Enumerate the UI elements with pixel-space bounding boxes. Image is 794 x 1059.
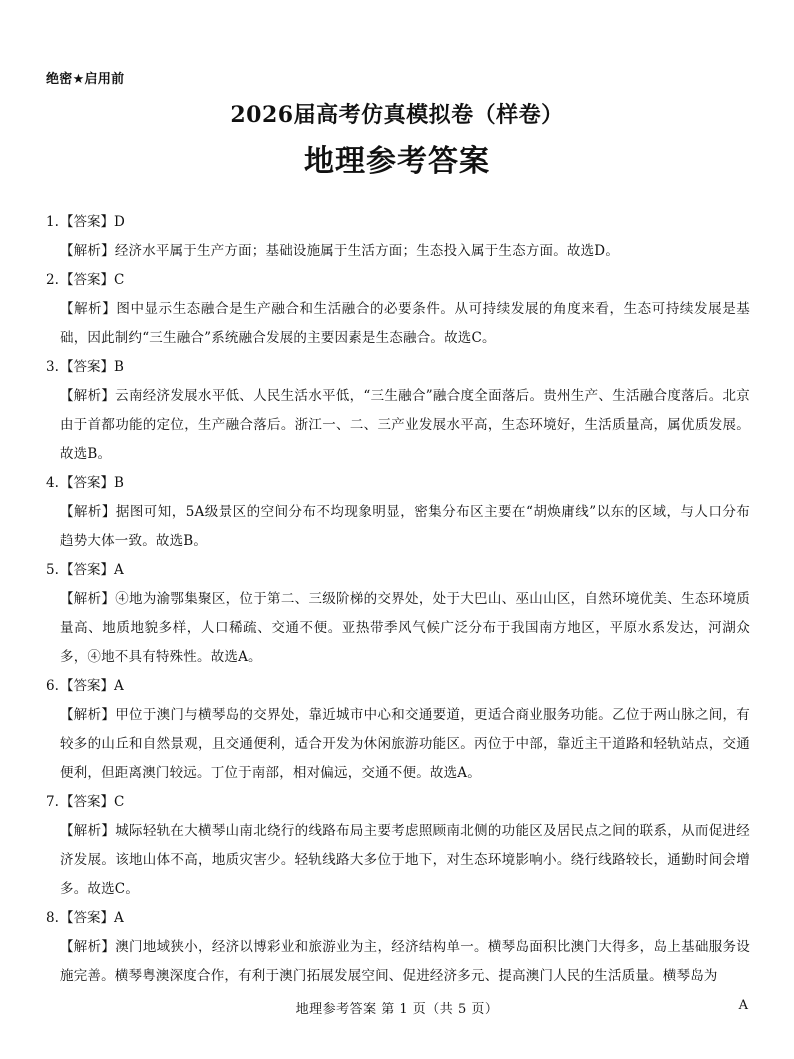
- explanation: 【解析】据图可知，5A级景区的空间分布不均现象明显，密集分布区主要在“胡焕庸线”以东的区域，与人口分布趋势大体一致。故选B。: [60, 504, 750, 549]
- answer-value: C: [114, 794, 125, 810]
- answer-item-7: [46, 788, 750, 904]
- answer-item-3: [46, 353, 750, 469]
- answer-item-5: [46, 556, 750, 672]
- answer-value: C: [114, 272, 125, 288]
- explanation: 【解析】甲位于澳门与横琴岛的交界处，靠近城市中心和交通要道，更适合商业服务功能。乙位于两山脉之间，有较多的山丘和自然景观，且交通便利，适合开发为休闲旅游功能区。丙位于中部，靠近主干道路和轻轨站点，交通便利，但距离澳门较远。丁位于南部，相对偏远，交通不便。故选A。: [60, 707, 750, 781]
- explanation: 【解析】④地为渝鄂集聚区，位于第二、三级阶梯的交界处，处于大巴山、巫山山区，自然环境优美、生态环境质量高、地质地貌多样，人口稀疏、交通不便。亚热带季风气候广泛分布于我国南方地区，平原水系发达，河湖众多，④地不具有特殊性。故选A。: [60, 591, 750, 665]
- answer-line: 8.【答案】A: [46, 910, 124, 926]
- answer-value: D: [114, 214, 125, 230]
- answer-value: A: [114, 678, 124, 694]
- confidential-label: 绝密★启用前: [46, 72, 125, 87]
- answer-item-6: [46, 672, 750, 788]
- explanation: 【解析】云南经济发展水平低、人民生活水平低，“三生融合”融合度全面落后。贵州生产、生活融合度落后。北京由于首都功能的定位，生产融合落后。浙江一、二、三产业发展水平高，生态环境好，生活质量高，属优质发展。故选B。: [60, 388, 750, 462]
- answer-line: 3.【答案】B: [46, 359, 124, 375]
- answer-value: A: [114, 910, 124, 926]
- page-footer: 地理参考答案 第 1 页（共 5 页）: [295, 1002, 499, 1017]
- answer-value: B: [114, 359, 124, 375]
- explanation: 【解析】澳门地域狭小，经济以博彩业和旅游业为主，经济结构单一。横琴岛面积比澳门大得多，岛上基础服务设施完善。横琴粤澳深度合作，有利于澳门拓展发展空间、促进经济多元、提高澳门人民的生活质量。横琴岛为: [60, 939, 750, 984]
- answer-item-1: [46, 208, 750, 266]
- answer-item-8: [46, 904, 750, 991]
- answers-list: [46, 208, 750, 991]
- answer-line: 1.【答案】D: [46, 214, 125, 230]
- answer-item-2: [46, 266, 750, 353]
- answer-line: 5.【答案】A: [46, 562, 124, 578]
- explanation: 【解析】经济水平属于生产方面；基础设施属于生活方面；生态投入属于生态方面。故选D。: [60, 243, 620, 259]
- answer-line: 4.【答案】B: [46, 475, 124, 491]
- explanation: 【解析】城际轻轨在大横琴山南北绕行的线路布局主要考虑照顾南北侧的功能区及居民点之间的联系，从而促进经济发展。该地山体不高，地质灾害少。轻轨线路大多位于地下，对生态环境影响小。绕行线路较长，通勤时间会增多。故选C。: [60, 823, 750, 897]
- answer-line: 2.【答案】C: [46, 272, 125, 288]
- exam-title: 2026届高考仿真模拟卷（样卷）: [230, 102, 564, 128]
- explanation: 【解析】图中显示生态融合是生产融合和生活融合的必要条件。从可持续发展的角度来看，生态可持续发展是基础，因此制约“三生融合”系统融合发展的主要因素是生态融合。故选C。: [60, 301, 750, 346]
- version-letter: A: [738, 998, 748, 1013]
- answer-line: 6.【答案】A: [46, 678, 124, 694]
- answer-value: B: [114, 475, 124, 491]
- answer-item-4: [46, 469, 750, 556]
- answer-line: 7.【答案】C: [46, 794, 125, 810]
- document-subtitle: 地理参考答案: [304, 144, 490, 179]
- answer-value: A: [114, 562, 124, 578]
